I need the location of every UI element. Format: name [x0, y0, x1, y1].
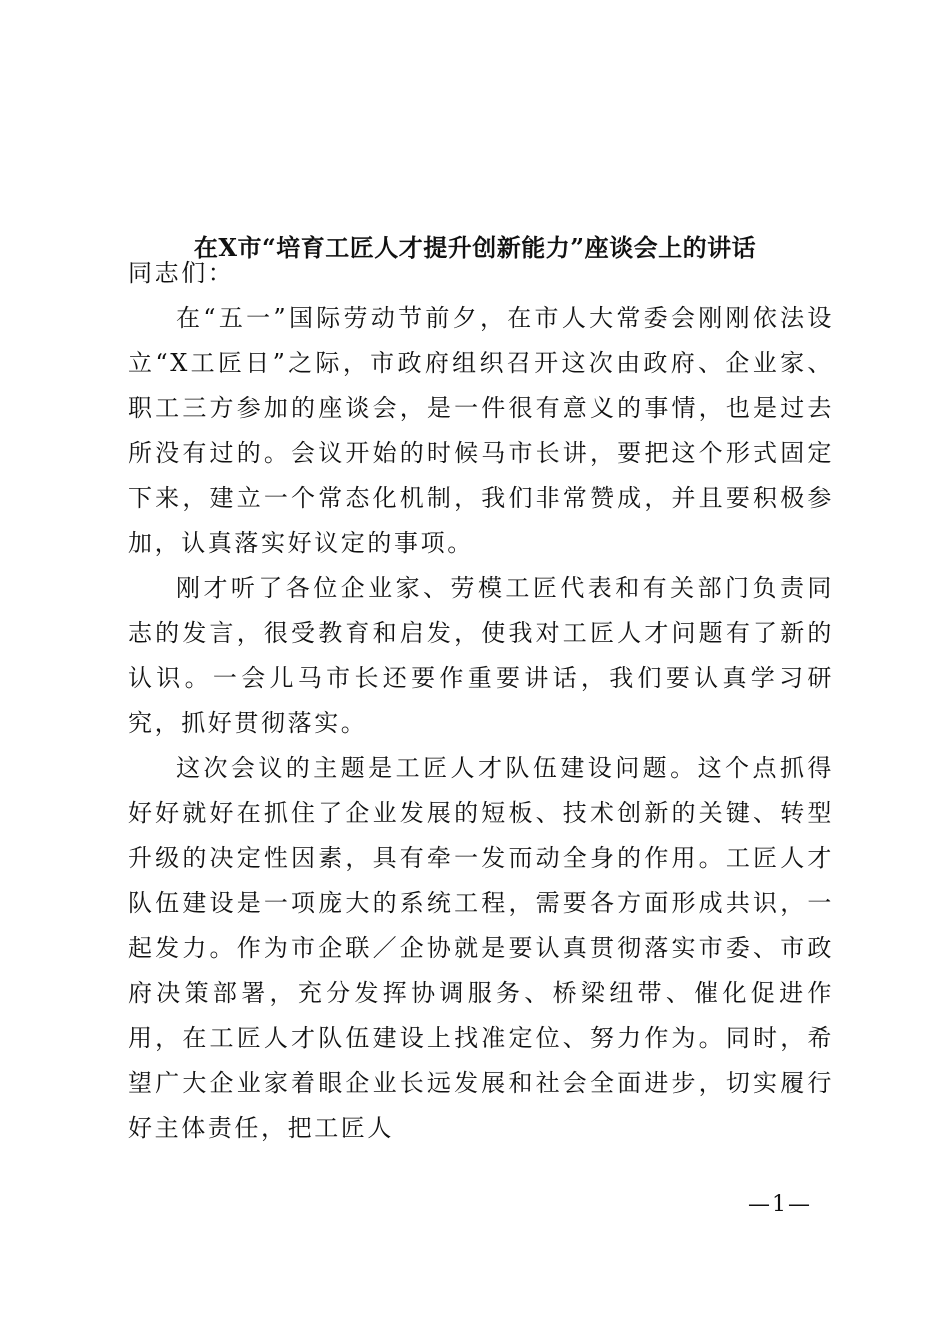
page-number: —1— [748, 1192, 812, 1217]
salutation: 同志们： [128, 259, 235, 287]
paragraph-1: 在“五一”国际劳动节前夕，在市人大常委会刚刚依法设立“X工匠日”之际，市政府组织召开这次由政府、企业家、职工三方参加的座谈会，是一件很有意义的事情，也是过去所没有过的。会议开始的时候马市长讲，要把这个形式固定下来，建立一个常态化机制，我们非常赞成，并且要积极参加，认真落实好议定的事项。 [128, 304, 834, 557]
paragraph-3: 这次会议的主题是工匠人才队伍建设问题。这个点抓得好好就好在抓住了企业发展的短板、技术创新的关键、转型升级的决定性因素，具有牵一发而动全身的作用。工匠人才队伍建设是一项庞大的系统工程，需要各方面形成共识，一起发力。作为市企联／企协就是要认真贯彻落实市委、市政府决策部署，充分发挥协调服务、桥梁纽带、催化促进作用，在工匠人才队伍建设上找准定位、努力作为。同时，希望广大企业家着眼企业长远发展和社会全面进步，切实履行好主体责任，把工匠人 [128, 754, 834, 1142]
document-body [128, 251, 834, 1151]
document-title: 在X市“培育工匠人才提升创新能力”座谈会上的讲话 [193, 233, 757, 262]
paragraph-2: 刚才听了各位企业家、劳模工匠代表和有关部门负责同志的发言，很受教育和启发，使我对工匠人才问题有了新的认识。一会儿马市长还要作重要讲话，我们要认真学习研究，抓好贯彻落实。 [128, 574, 834, 737]
